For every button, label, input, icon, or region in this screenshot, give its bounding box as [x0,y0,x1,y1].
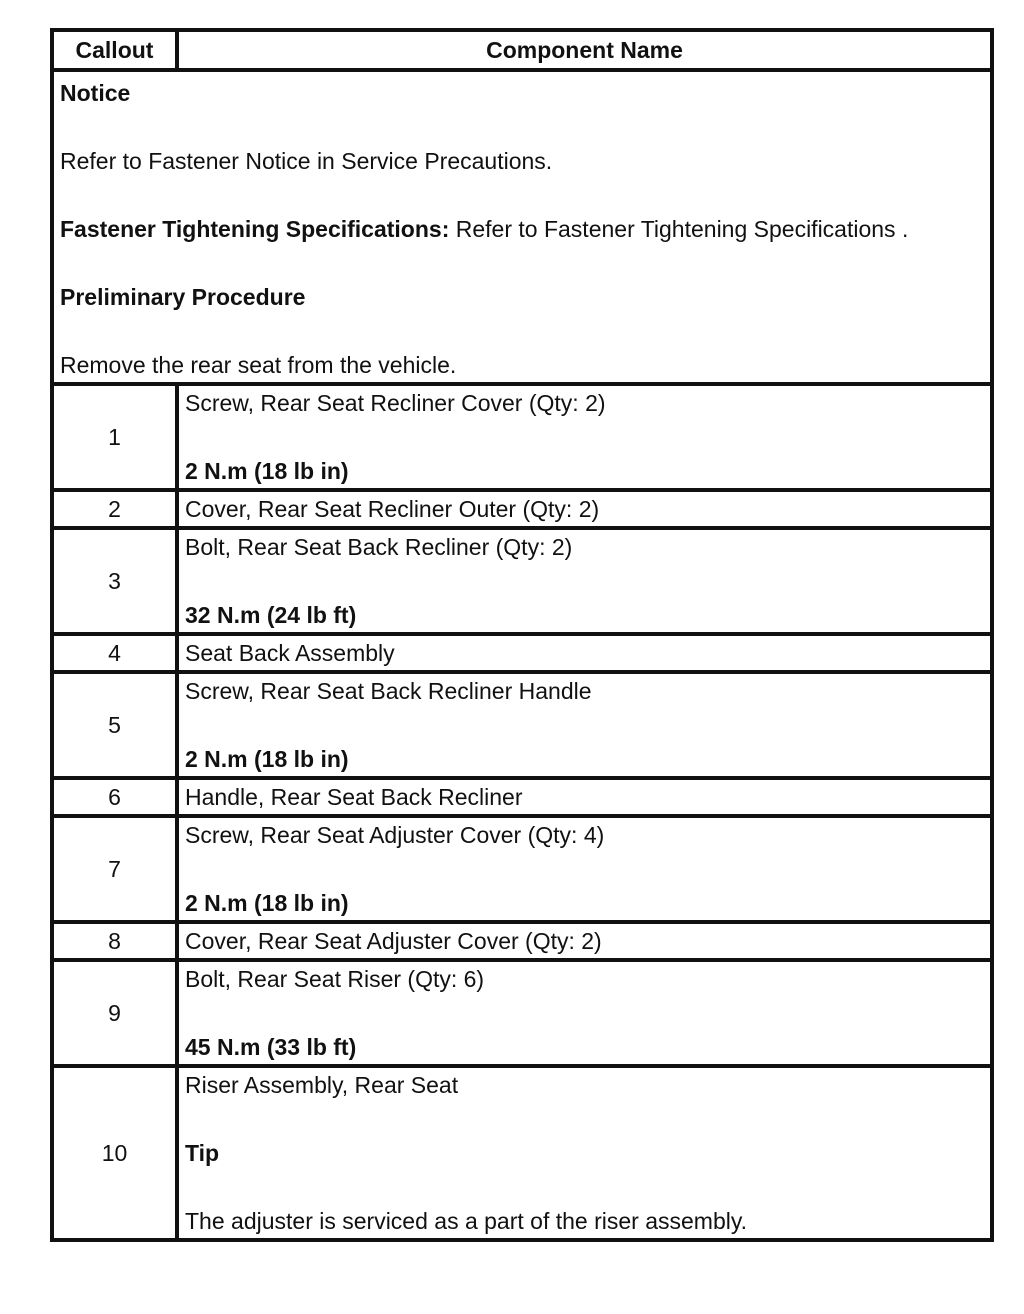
component-name: Cover, Rear Seat Recliner Outer (Qty: 2) [185,496,600,522]
torque-spec: 2 N.m (18 lb in) [185,890,349,916]
component-name: Cover, Rear Seat Adjuster Cover (Qty: 2) [185,928,602,954]
notice-title: Notice [60,80,131,106]
torque-spec: 45 N.m (33 lb ft) [185,1034,357,1060]
preliminary-procedure-title: Preliminary Procedure [60,284,306,310]
table-row [52,634,992,672]
table-row [52,672,992,778]
table-row [52,816,992,922]
table-row [52,528,992,634]
component-cell [177,490,992,528]
component-cell [177,634,992,672]
preliminary-procedure-text: Remove the rear seat from the vehicle. [60,352,457,378]
table-row [52,490,992,528]
component-name: Handle, Rear Seat Back Recliner [185,784,523,810]
table-header-row [52,30,992,70]
component-cell [177,960,992,1066]
component-cell [177,1066,992,1240]
table-row [52,384,992,490]
component-name: Riser Assembly, Rear Seat [185,1072,459,1098]
torque-spec: 2 N.m (18 lb in) [185,746,349,772]
callout-number: 9 [52,960,177,1066]
callout-number: 8 [52,922,177,960]
component-cell [177,778,992,816]
notice-text: Refer to Fastener Notice in Service Precautions. [60,148,553,174]
component-name: Screw, Rear Seat Adjuster Cover (Qty: 4) [185,822,605,848]
table-row [52,922,992,960]
callout-number: 2 [52,490,177,528]
fastener-spec-text: Refer to Fastener Tightening Specifications . [449,216,909,242]
component-name-header: Component Name [177,30,992,70]
table-row [52,778,992,816]
notice-row [52,70,992,384]
torque-spec: 2 N.m (18 lb in) [185,458,349,484]
callout-number: 3 [52,528,177,634]
tip-title: Tip [185,1140,220,1166]
callout-number: 6 [52,778,177,816]
callout-number: 4 [52,634,177,672]
component-table [50,28,994,1242]
notice-cell [52,70,992,384]
component-name: Bolt, Rear Seat Riser (Qty: 6) [185,966,485,992]
callout-header: Callout [52,30,177,70]
tip-text: The adjuster is serviced as a part of the riser assembly. [185,1208,748,1234]
component-cell [177,816,992,922]
component-name: Bolt, Rear Seat Back Recliner (Qty: 2) [185,534,573,560]
fastener-spec-line [60,212,990,246]
component-cell [177,922,992,960]
component-cell [177,672,992,778]
callout-number: 1 [52,384,177,490]
table-row [52,960,992,1066]
component-name: Seat Back Assembly [185,640,395,666]
torque-spec: 32 N.m (24 lb ft) [185,602,357,628]
component-name: Screw, Rear Seat Back Recliner Handle [185,678,592,704]
component-name: Screw, Rear Seat Recliner Cover (Qty: 2) [185,390,606,416]
callout-number: 10 [52,1066,177,1240]
table-row [52,1066,992,1240]
component-cell [177,528,992,634]
component-cell [177,384,992,490]
fastener-spec-label: Fastener Tightening Specifications: [60,216,450,242]
callout-number: 7 [52,816,177,922]
callout-number: 5 [52,672,177,778]
